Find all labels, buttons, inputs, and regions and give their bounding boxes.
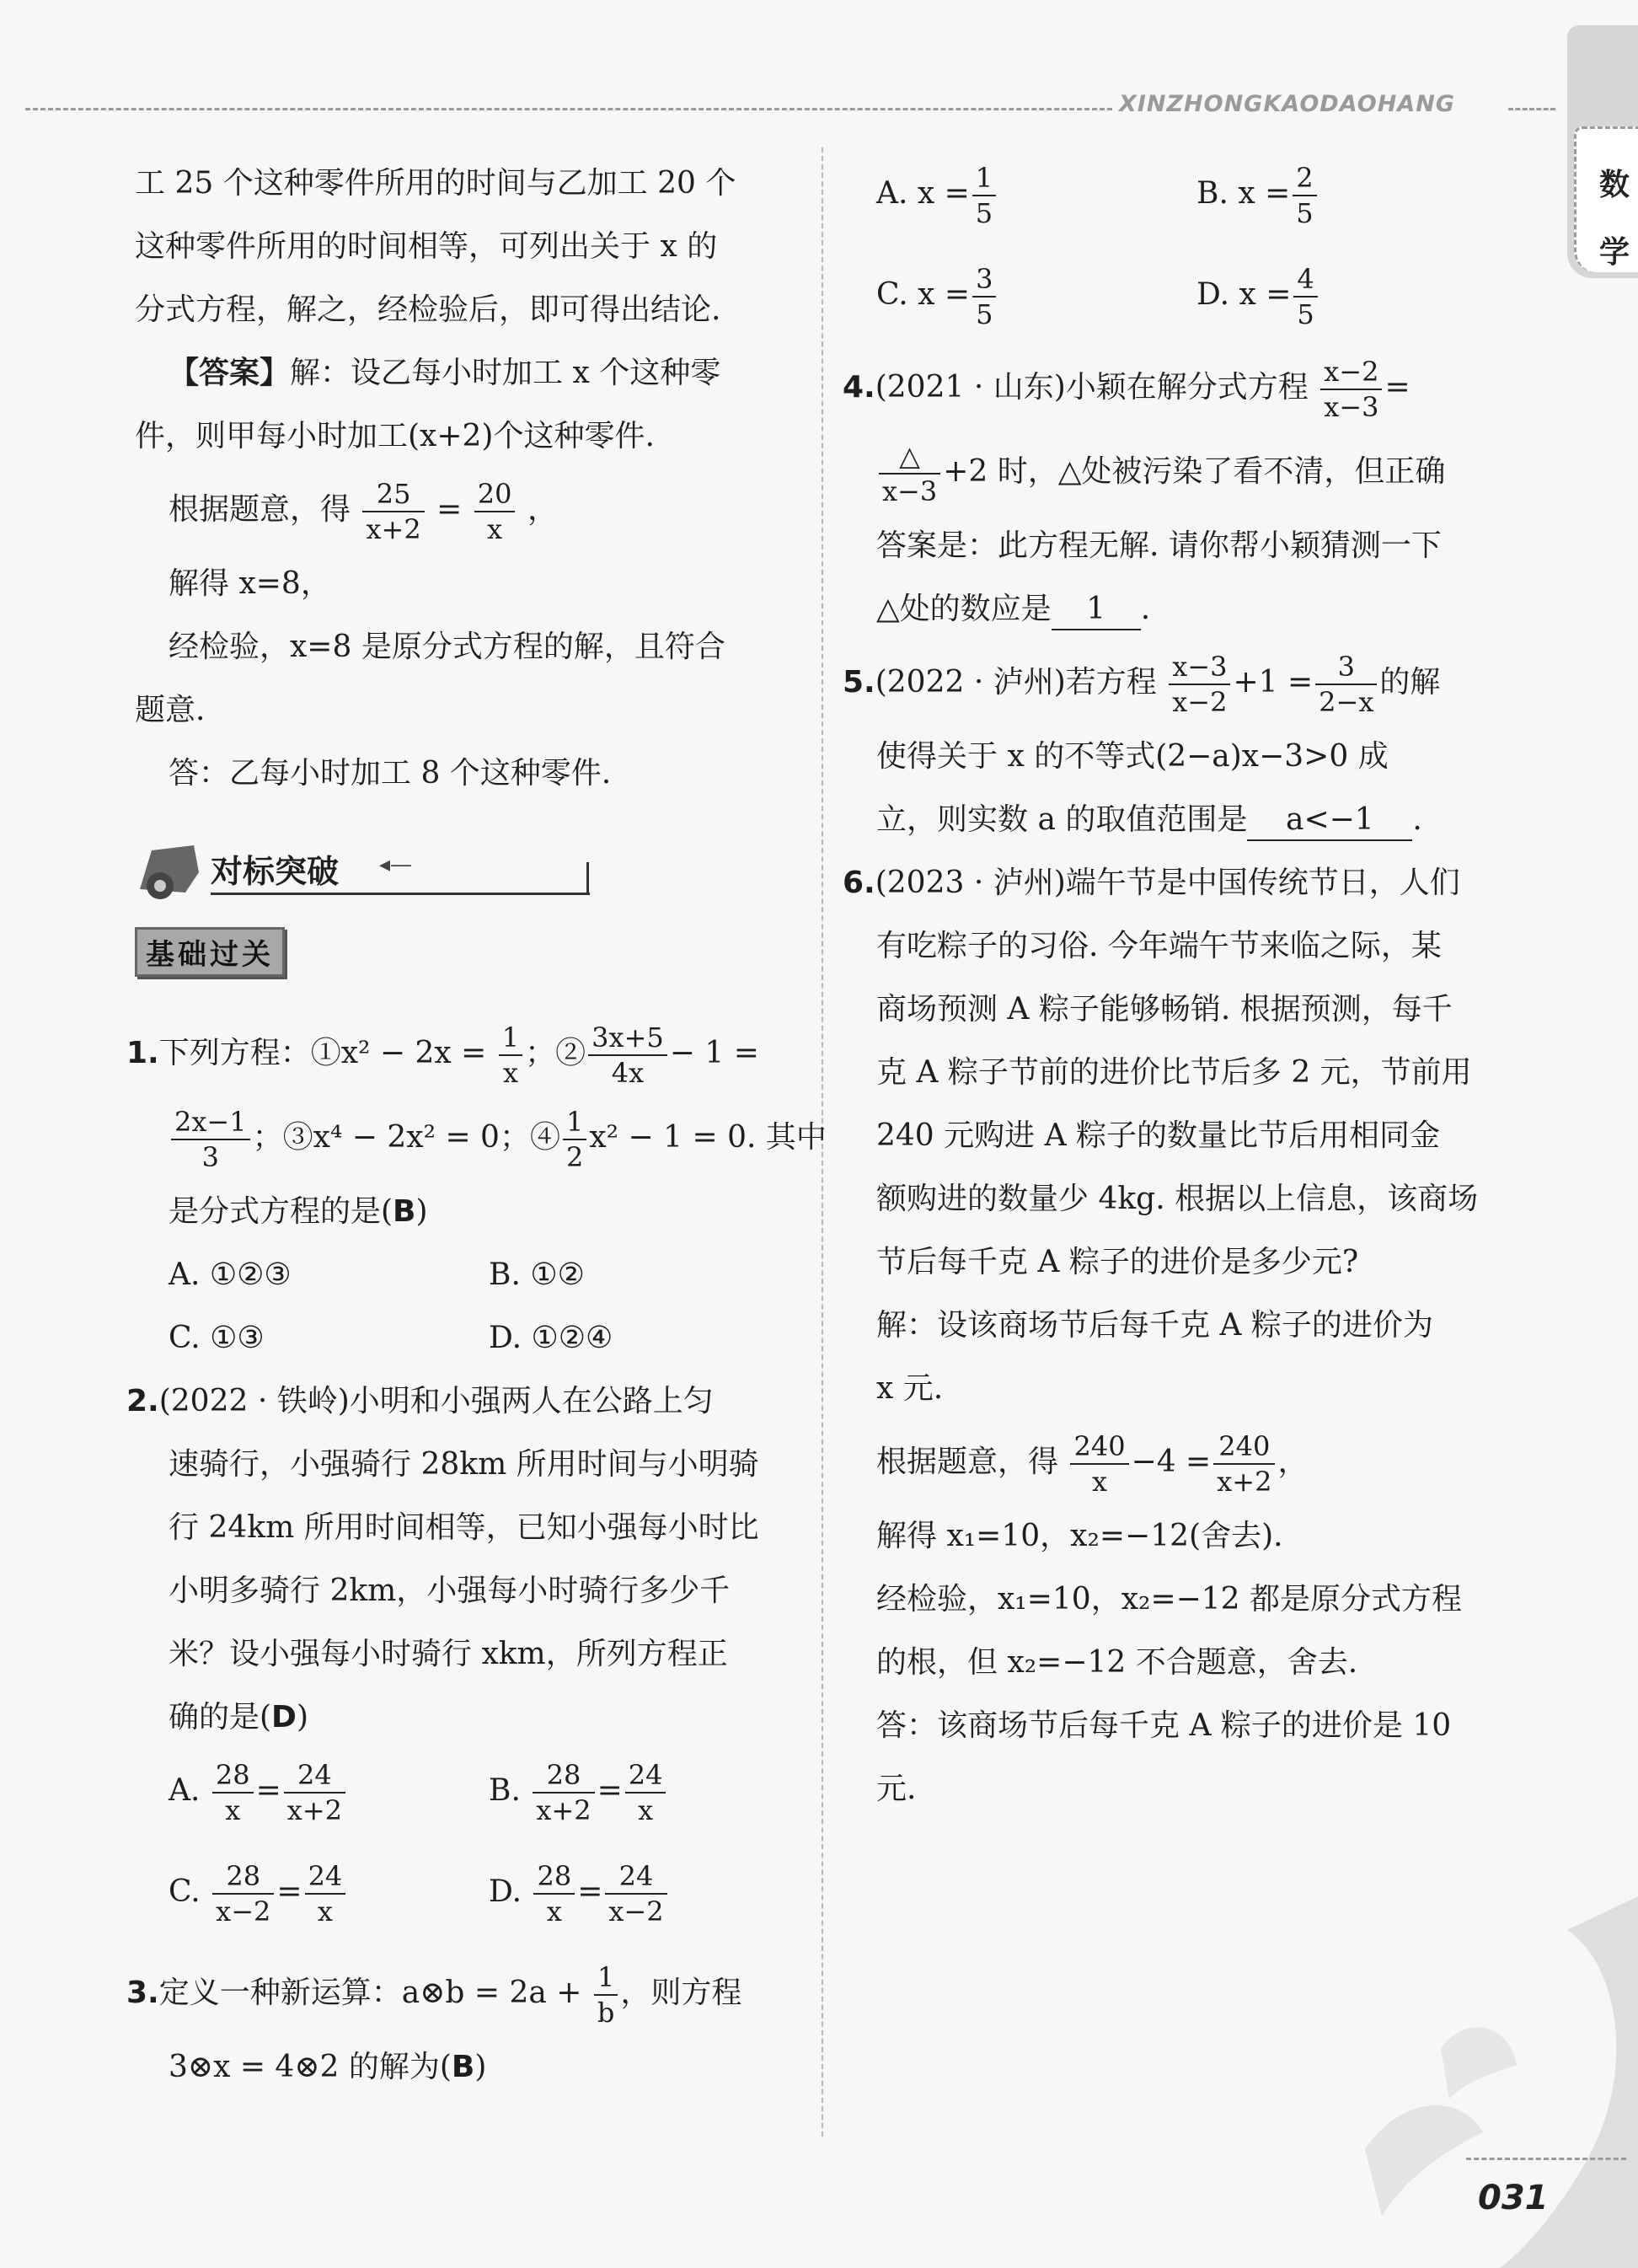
fraction-denominator: x+2 xyxy=(286,1794,343,1826)
option-d: D. ①②④ xyxy=(489,1321,613,1355)
fraction-numerator: 28 xyxy=(533,1758,594,1793)
equals-sign: = xyxy=(276,1874,302,1909)
question-2-line: 速骑行，小强骑行 28km 所用时间与小明骑 xyxy=(169,1447,759,1482)
arrow-icon: ◂— xyxy=(379,852,413,877)
question-6-line: 240 元购进 A 粽子的数量比节后用相同金 xyxy=(876,1118,1441,1153)
left-questions xyxy=(126,1011,827,2099)
option-a: A. ①②③ xyxy=(169,1257,292,1292)
fraction-numerator: 1 xyxy=(594,1960,618,1996)
option-b xyxy=(489,1749,668,1833)
question-text: 的解 xyxy=(1379,665,1441,700)
equation-prefix: 根据题意，得 xyxy=(169,492,351,527)
fraction-numerator: 28 xyxy=(533,1859,575,1895)
header-dash-line-right xyxy=(1508,108,1555,110)
question-1-line-1 xyxy=(126,1011,800,1096)
option-label: D. xyxy=(489,1874,522,1909)
option-label: B. x = xyxy=(1196,176,1291,211)
question-number: 6. xyxy=(843,866,875,900)
fraction-numerator: 2 xyxy=(1293,161,1316,196)
question-text: ) xyxy=(474,2050,487,2084)
option-b xyxy=(1196,152,1320,236)
left-column xyxy=(135,152,800,805)
section-underline xyxy=(211,893,590,895)
fraction-denominator: x−3 xyxy=(882,475,938,507)
solution-line: 答：该商场节后每千克 A 粽子的进价是 10 xyxy=(876,1708,1452,1743)
fraction-numerator: 240 xyxy=(1070,1429,1128,1465)
fraction-denominator: x−2 xyxy=(608,1895,664,1928)
fraction xyxy=(499,1021,522,1090)
question-text: +2 时，△处被污染了看不清，但正确 xyxy=(943,454,1446,489)
fraction-denominator: x xyxy=(225,1794,241,1826)
question-text: 下列方程：①x² − 2x = xyxy=(158,1036,487,1070)
solution-equation xyxy=(843,1420,1508,1504)
fraction xyxy=(305,1859,346,1928)
fraction-numerator: 4 xyxy=(1293,262,1317,298)
fraction-numerator: 240 xyxy=(1213,1429,1275,1465)
fraction-denominator: x−2 xyxy=(1172,686,1228,718)
fraction xyxy=(474,477,516,546)
option-c: C. ①③ xyxy=(169,1321,265,1355)
fraction xyxy=(605,1859,666,1928)
options-row xyxy=(843,152,1508,236)
option-a xyxy=(169,1749,489,1833)
question-3-line xyxy=(126,1951,800,2035)
question-text: (2022 · 铁岭)小明和小强两人在公路上匀 xyxy=(158,1384,714,1418)
fraction-denominator: x−3 xyxy=(1324,391,1379,423)
fraction-denominator: 2 xyxy=(565,1141,584,1173)
answer-tag: 【答案】 xyxy=(169,356,291,390)
fraction-denominator: x xyxy=(638,1794,654,1826)
fraction-numerator: 1 xyxy=(972,161,996,196)
question-text: ) xyxy=(296,1700,308,1735)
option-b: B. ①② xyxy=(489,1257,585,1292)
fraction-denominator: 4x xyxy=(611,1057,645,1089)
fraction-denominator: x+2 xyxy=(536,1794,592,1826)
solution-line: 解：设该商场节后每千克 A 粽子的进价为 xyxy=(876,1308,1433,1343)
fraction-numerator: 24 xyxy=(605,1859,666,1895)
intro-line: 这种零件所用的时间相等，可列出关于 x 的 xyxy=(135,229,718,264)
fraction-denominator: x xyxy=(317,1895,333,1928)
fraction xyxy=(533,1758,594,1827)
equation-prefix: 根据题意，得 xyxy=(876,1445,1059,1479)
question-answer: B xyxy=(393,1194,416,1229)
question-text: (2021 · 山东)小颖在解分式方程 xyxy=(875,370,1309,405)
question-text: . xyxy=(1412,802,1422,837)
solve-line: 解得 x=8， xyxy=(169,566,331,601)
answer-line xyxy=(135,341,800,405)
solution-line: 的根，但 x₂=−12 不合题意，舍去. xyxy=(876,1645,1358,1680)
question-text: 3⊗x = 4⊗2 的解为( xyxy=(169,2050,452,2084)
question-6-line xyxy=(843,851,1508,914)
question-text: 定义一种新运算：a⊗b = 2a + xyxy=(158,1976,582,2010)
fraction xyxy=(1315,650,1377,719)
fraction-numerator: 3 xyxy=(972,262,996,298)
question-text: . xyxy=(1140,592,1151,626)
question-5-line: 使得关于 x 的不等式(2−a)x−3>0 成 xyxy=(876,739,1389,774)
question-2-line: 小明多骑行 2km，小强每小时骑行多少千 xyxy=(169,1574,731,1608)
option-label: A. xyxy=(169,1773,201,1808)
fraction xyxy=(1320,355,1382,424)
fraction-numerator: 28 xyxy=(212,1859,274,1895)
fraction-denominator: x xyxy=(1091,1466,1108,1498)
question-text: +1 = xyxy=(1233,665,1314,700)
fraction xyxy=(588,1021,667,1090)
section-title: 对标突破 xyxy=(211,853,340,890)
section-underline-end xyxy=(586,862,589,894)
fraction-numerator: x−3 xyxy=(1169,650,1230,685)
question-text: 确的是( xyxy=(169,1700,272,1735)
fraction-denominator: x+2 xyxy=(1217,1466,1272,1498)
answer-text: 解：设乙每小时加工 x 个这种零 xyxy=(290,356,721,390)
intro-line: 工 25 个这种零件所用的时间与乙加工 20 个 xyxy=(135,166,736,201)
question-6-line: 商场预测 A 粽子能够畅销. 根据预测，每千 xyxy=(876,992,1453,1027)
fraction xyxy=(212,1758,254,1827)
fraction-denominator: 5 xyxy=(975,197,993,229)
subject-label: 数学 xyxy=(1599,168,1630,270)
option-label: C. xyxy=(169,1874,201,1909)
question-5-line xyxy=(843,788,1508,851)
subsection-badge: 基础过关 xyxy=(135,927,285,977)
decorative-leaf-icon xyxy=(1314,1896,1638,2268)
fraction-numerator: 28 xyxy=(212,1758,254,1793)
equals-sign: = xyxy=(1384,370,1410,405)
equation-line xyxy=(135,468,800,552)
question-answer: B xyxy=(451,2050,475,2084)
fraction-denominator: 5 xyxy=(1296,197,1314,229)
equation-middle: −4 = xyxy=(1131,1445,1212,1479)
fraction-numerator: 25 xyxy=(362,477,424,512)
footer-dash-line xyxy=(1466,2158,1626,2160)
fraction xyxy=(1293,161,1316,230)
question-number: 1. xyxy=(126,1036,159,1070)
options-row xyxy=(843,253,1508,337)
question-4-line xyxy=(843,430,1508,514)
fraction xyxy=(1293,262,1317,331)
equals-sign: = xyxy=(577,1874,603,1909)
question-number: 3. xyxy=(126,1976,159,2010)
fraction xyxy=(533,1859,575,1928)
options-row xyxy=(135,1749,800,1833)
fraction-denominator: x−2 xyxy=(216,1895,271,1928)
question-text: 是分式方程的是( xyxy=(169,1194,393,1229)
question-2-line: 行 24km 所用时间相等，已知小强每小时比 xyxy=(169,1510,759,1545)
question-2-line xyxy=(126,1370,800,1433)
fraction-denominator: 5 xyxy=(1297,298,1314,330)
options-row xyxy=(135,1850,800,1934)
fraction xyxy=(972,262,996,331)
solution-line: 元. xyxy=(876,1772,917,1806)
question-text: − 1 = xyxy=(669,1036,759,1070)
fraction xyxy=(1169,650,1230,719)
fraction-numerator: 24 xyxy=(284,1758,345,1793)
option-c xyxy=(169,1850,489,1934)
question-4-line: 答案是：此方程无解. 请你帮小颖猜测一下 xyxy=(876,528,1442,563)
fraction xyxy=(879,439,940,508)
fraction xyxy=(563,1105,586,1174)
check-line: 题意. xyxy=(135,693,206,727)
fraction-numerator: 20 xyxy=(474,477,516,512)
equation-suffix: ， xyxy=(1277,1445,1309,1479)
fraction-numerator: △ xyxy=(879,439,940,475)
equals-sign: = xyxy=(597,1773,623,1808)
fraction-numerator: 3x+5 xyxy=(588,1021,667,1056)
fraction-denominator: x+2 xyxy=(366,513,421,545)
question-text: ；③x⁴ − 2x² = 0；④ xyxy=(252,1120,560,1155)
question-text: △处的数应是 xyxy=(876,592,1052,626)
option-label: D. x = xyxy=(1196,277,1292,312)
fraction xyxy=(1213,1429,1275,1499)
question-6-line: 有吃粽子的习俗. 今年端午节来临之际，某 xyxy=(876,929,1442,963)
solution-line: 经检验，x₁=10，x₂=−12 都是原分式方程 xyxy=(876,1582,1463,1617)
equals-sign: = xyxy=(436,492,463,527)
intro-line: 分式方程，解之，经检验后，即可得出结论. xyxy=(135,292,721,327)
fraction-denominator: 3 xyxy=(201,1141,219,1173)
option-d xyxy=(489,1850,670,1934)
fraction-numerator: x−2 xyxy=(1320,355,1382,390)
section-heading xyxy=(135,839,455,906)
option-label: C. x = xyxy=(876,277,971,312)
question-1-line-3 xyxy=(135,1180,800,1243)
fraction-numerator: 1 xyxy=(563,1105,586,1140)
gear-banner-icon xyxy=(135,839,202,906)
fraction-denominator: 5 xyxy=(976,298,993,330)
right-column xyxy=(843,152,1508,1820)
fraction xyxy=(625,1758,666,1827)
question-text: ) xyxy=(415,1194,428,1229)
question-text: x² − 1 = 0. 其中 xyxy=(589,1120,827,1155)
options-row xyxy=(135,1243,800,1306)
fraction-denominator: x xyxy=(546,1895,562,1928)
question-answer: D xyxy=(271,1700,297,1735)
fraction-denominator: x xyxy=(502,1057,518,1089)
fraction xyxy=(594,1960,618,2029)
header-dash-line xyxy=(25,108,1112,110)
option-c xyxy=(876,253,1196,337)
question-6-line: 额购进的数量少 4kg. 根据以上信息，该商场 xyxy=(876,1182,1479,1216)
check-line: 经检验，x=8 是原分式方程的解，且符合 xyxy=(169,630,725,664)
fraction xyxy=(212,1859,274,1928)
option-d xyxy=(1196,253,1320,337)
question-2-line xyxy=(135,1686,800,1749)
fraction xyxy=(972,161,996,230)
question-text: ；② xyxy=(525,1036,586,1070)
option-label: B. xyxy=(489,1773,521,1808)
fraction xyxy=(1070,1429,1128,1499)
equals-sign: = xyxy=(255,1773,281,1808)
question-2-line: 米？设小强每小时骑行 xkm，所列方程正 xyxy=(169,1637,728,1671)
question-text: ，则方程 xyxy=(620,1976,742,2010)
fraction-numerator: 1 xyxy=(499,1021,522,1056)
page-number: 031 xyxy=(1478,2179,1549,2217)
final-answer-line: 答：乙每小时加工 8 个这种零件. xyxy=(169,756,612,791)
answer-blank: 1 xyxy=(1052,590,1141,630)
fraction-numerator: 24 xyxy=(305,1859,346,1895)
fraction-denominator: 2−x xyxy=(1319,686,1374,718)
options-row xyxy=(135,1306,800,1370)
fraction-numerator: 24 xyxy=(625,1758,666,1793)
fraction-denominator: b xyxy=(597,1997,615,2029)
header-series-code: XINZHONGKAODAOHANG xyxy=(1119,91,1455,117)
fraction xyxy=(284,1758,345,1827)
solution-line: x 元. xyxy=(876,1371,944,1406)
question-1-line-2 xyxy=(135,1096,827,1180)
equation-suffix: ， xyxy=(527,492,558,527)
question-6-line: 节后每千克 A 粽子的进价是多少元? xyxy=(876,1245,1359,1279)
fraction xyxy=(171,1105,250,1174)
solution-line: 解得 x₁=10，x₂=−12(舍去). xyxy=(876,1519,1283,1553)
fraction-numerator: 2x−1 xyxy=(171,1105,250,1140)
answer-blank: a<−1 xyxy=(1247,801,1412,841)
question-text: (2023 · 泸州)端午节是中国传统节日，人们 xyxy=(875,866,1460,900)
question-number: 2. xyxy=(126,1384,159,1418)
question-4-line xyxy=(843,346,1508,430)
question-5-line xyxy=(843,641,1508,725)
question-text: (2022 · 泸州)若方程 xyxy=(875,665,1157,700)
fraction-denominator: x xyxy=(487,513,503,545)
option-label: A. x = xyxy=(876,176,970,211)
question-number: 5. xyxy=(843,665,875,700)
fraction xyxy=(362,477,424,546)
fraction-numerator: 3 xyxy=(1315,650,1377,685)
question-text: 立，则实数 a 的取值范围是 xyxy=(876,802,1248,837)
answer-line: 件，则甲每小时加工(x+2)个这种零件. xyxy=(135,419,655,453)
question-4-line xyxy=(843,577,1508,641)
option-a xyxy=(876,152,1196,236)
question-6-line: 克 A 粽子节前的进价比节后多 2 元，节前用 xyxy=(876,1055,1472,1090)
question-3-line xyxy=(135,2035,800,2099)
question-number: 4. xyxy=(843,370,875,405)
